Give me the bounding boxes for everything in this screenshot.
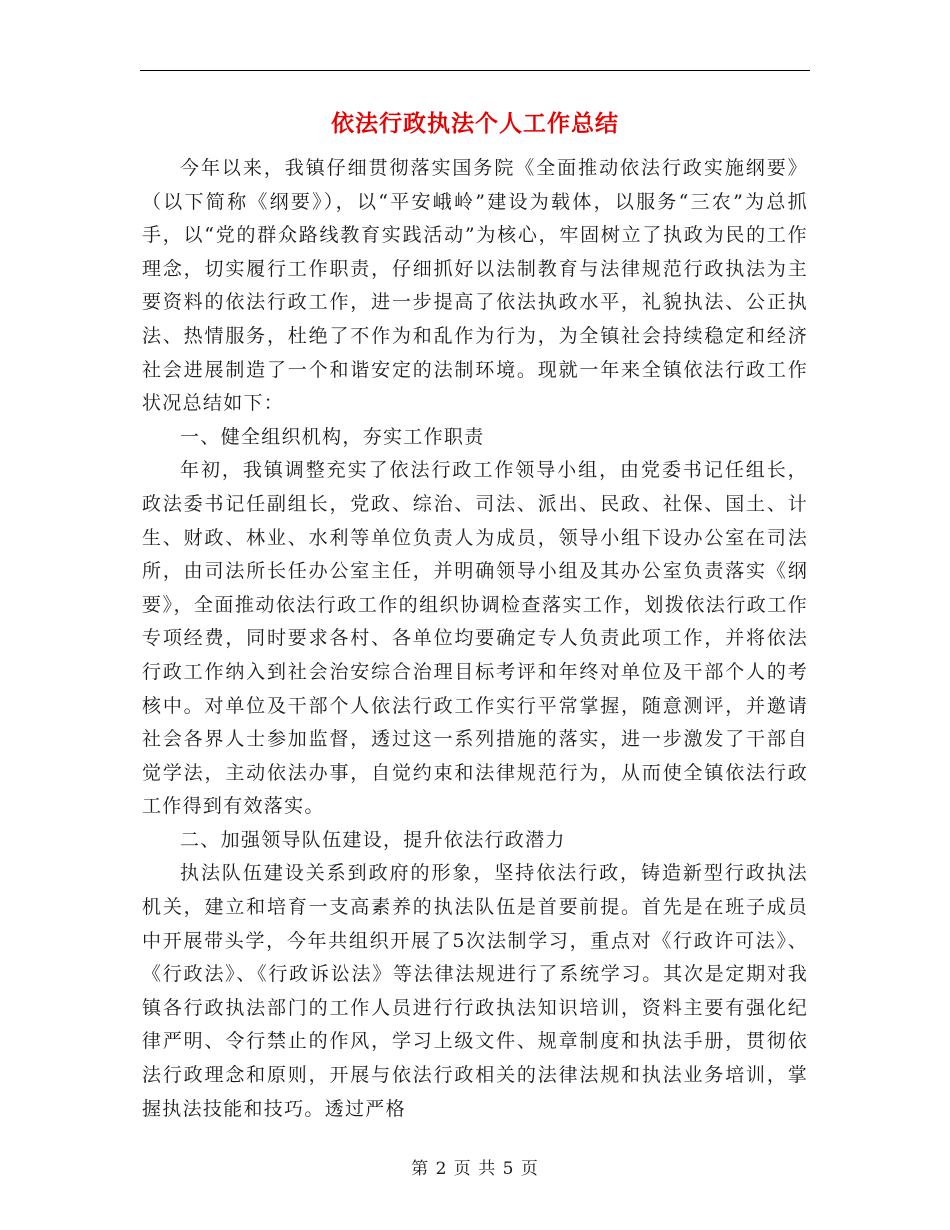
section-heading-1: 一、健全组织机构，夯实工作职责 <box>180 425 485 448</box>
document-body <box>142 152 808 1126</box>
intro-paragraph: 今年以来，我镇仔细贯彻落实国务院《全面推动依法行政实施纲要》（以下简称《纲要》），以“平安峨岭”建设为载体，以服务“三农”为总抓手，以“党的群众路线教育实践活动”为核心，牢固树立了执政为民的工作理念，切实履行工作职责，仔细抓好以法制教育与法律规范行政执法为主要资料的依法行政工作，进一步提高了依法执政水平，礼貌执法、公正执法、热情服务，杜绝了不作为和乱作为行为，为全镇社会持续稳定和经济社会进展制造了一个和谐安定的法制环境。现就一年来全镇依法行政工作状况总结如下： <box>142 157 808 415</box>
header-rule <box>140 70 810 71</box>
section-1-paragraph: 年初，我镇调整充实了依法行政工作领导小组，由党委书记任组长，政法委书记任副组长，党政、综治、司法、派出、民政、社保、国土、计生、财政、林业、水利等单位负责人为成员，领导小组下设办公室在司法所，由司法所长任办公室主任，并明确领导小组及其办公室负责落实《纲要》，全面推动依法行政工作的组织协调检查落实工作，划拨依法行政工作专项经费，同时要求各村、各单位均要确定专人负责此项工作，并将依法行政工作纳入到社会治安综合治理目标考评和年终对单位及干部个人的考核中。对单位及干部个人依法行政工作实行平常掌握，随意测评，并邀请社会各界人士参加监督，透过这一系列措施的落实，进一步激发了干部自觉学法，主动依法办事，自觉约束和法律规范行为，从而使全镇依法行政工作得到有效落实。 <box>142 459 808 818</box>
section-heading-2: 二、加强领导队伍建设，提升依法行政潜力 <box>180 828 566 851</box>
page-number: 第 2 页 共 5 页 <box>411 1159 539 1179</box>
document-title: 依法行政执法个人工作总结 <box>331 110 619 137</box>
section-2-paragraph: 执法队伍建设关系到政府的形象，坚持依法行政，铸造新型行政执法机关，建立和培育一支高素养的执法队伍是首要前提。首先是在班子成员中开展带头学，今年共组织开展了5次法制学习，重点对《行政许可法》、《行政法》、《行政诉讼法》等法律法规进行了系统学习。其次是定期对我镇各行政执法部门的工作人员进行行政执法知识培训，资料主要有强化纪律严明、令行禁止的作风，学习上级文件、规章制度和执法手册，贯彻依法行政理念和原则，开展与依法行政相关的法律法规和执法业务培训，掌握执法技能和技巧。透过严格 <box>142 862 808 1120</box>
